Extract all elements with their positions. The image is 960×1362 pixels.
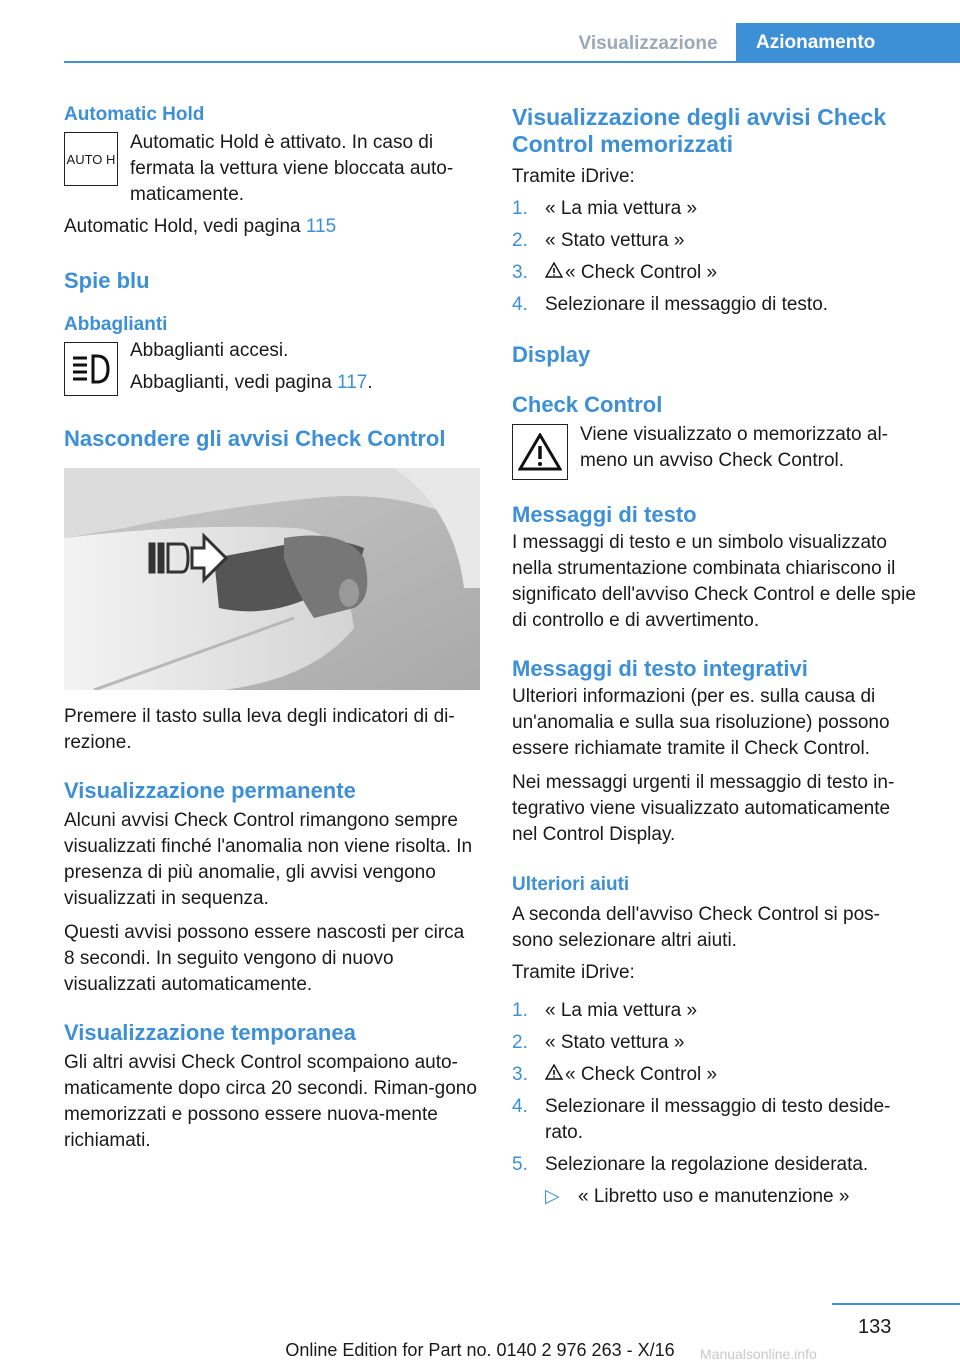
aiuti-p1: A seconda dell'avviso Check Control si pos-sono selezionare altri aiuti.	[512, 904, 880, 951]
check-control-desc: Viene visualizzato o memorizzato al-meno un avviso Check Control.	[580, 424, 889, 471]
header-rule	[64, 61, 960, 63]
integr-p1: Ulteriori informazioni (per es. sulla causa di un'anomalia e sulla sua risoluzione) possono essere richiamate tramite il Check Control.	[512, 686, 890, 759]
perm-p1: Alcuni avvisi Check Control rimangono sempre visualizzati finché l'anomalia non viene risolta. In presenza di più anomalie, gli avvisi vengono visualizzati in sequenza.	[64, 810, 473, 909]
automatic-hold-heading: Automatic Hold	[64, 104, 205, 125]
memo-steps	[512, 196, 920, 318]
integr-heading: Messaggi di testo integrativi	[512, 656, 808, 681]
sub-list-item: ▷ « Libretto uso e manutenzione »	[545, 1186, 850, 1207]
list-item: 4. Selezionare il messaggio di testo.	[512, 294, 829, 315]
high-beam-icon	[64, 342, 118, 396]
aiuti-intro: Tramite iDrive:	[512, 962, 635, 983]
temp-p1: Gli altri avvisi Check Control scompaiono auto-maticamente dopo circa 20 secondi. Riman-gono memorizzati e possono essere nuova-mente richiamati.	[64, 1052, 477, 1151]
spie-blu-heading: Spie blu	[64, 268, 150, 293]
list-item: 1. « La mia vettura »	[512, 198, 698, 219]
integr-p2: Nei messaggi urgenti il messaggio di testo in-tegrativo viene visualizzato automaticamente nel Control Display.	[512, 772, 895, 845]
abbaglianti-heading: Abbaglianti	[64, 314, 168, 335]
watermark: Manualsonline.info	[700, 1346, 817, 1362]
temp-heading: Visualizzazione temporanea	[64, 1020, 356, 1045]
tab-visualizzazione[interactable]: Visualizzazione	[578, 33, 718, 54]
page-number: 133	[858, 1316, 892, 1338]
indicator-lever-image	[64, 468, 480, 690]
msg-p: I messaggi di testo e un simbolo visualizzato nella strumentazione combinata chiariscono il significato dell'avviso Check Control e delle spie di controllo e di avvertimento.	[512, 532, 916, 631]
auto-h-icon: AUTO H	[64, 132, 118, 186]
warning-icon	[545, 260, 565, 286]
list-item: 1. « La mia vettura »	[512, 1000, 698, 1021]
aiuti-steps	[512, 998, 920, 1210]
aiuti-heading: Ulteriori aiuti	[512, 874, 630, 895]
check-control-heading: Check Control	[512, 392, 663, 417]
tab-azionamento[interactable]: Azionamento	[736, 23, 960, 63]
msg-heading: Messaggi di testo	[512, 502, 697, 527]
automatic-hold-ref: Automatic Hold, vedi pagina 115	[64, 216, 337, 237]
page-link-115[interactable]: 115	[305, 216, 337, 237]
abbaglianti-ref: Abbaglianti, vedi pagina 117.	[130, 372, 373, 393]
automatic-hold-desc: Automatic Hold è attivato. In caso di fermata la vettura viene bloccata auto-maticamente.	[130, 132, 454, 205]
list-item: 5. Selezionare la regolazione desiderata.	[512, 1154, 869, 1175]
left-column	[64, 104, 480, 1154]
list-item: 2. « Stato vettura »	[512, 1032, 685, 1053]
abbaglianti-row	[64, 340, 480, 396]
warning-triangle-icon	[512, 424, 568, 480]
perm-p2: Questi avvisi possono essere nascosti per circa 8 secondi. In seguito vengono di nuovo visualizzati automaticamente.	[64, 922, 465, 995]
perm-heading: Visualizzazione permanente	[64, 778, 356, 803]
memo-intro: Tramite iDrive:	[512, 166, 635, 187]
abbaglianti-line1: Abbaglianti accesi.	[130, 340, 289, 361]
display-heading: Display	[512, 342, 591, 367]
right-column	[512, 104, 920, 1210]
list-item: 4. Selezionare il messaggio di testo deside-rato.	[512, 1096, 891, 1143]
page-link-117[interactable]: 117	[337, 372, 368, 393]
footer-edition: Online Edition for Part no. 0140 2 976 263 - X/16	[285, 1340, 675, 1360]
footer-rule	[832, 1303, 960, 1305]
automatic-hold-row	[64, 130, 480, 208]
memo-heading: Visualizzazione degli avvisi Check Control memorizzati	[512, 104, 887, 157]
nascondere-heading: Nascondere gli avvisi Check Control	[64, 426, 446, 451]
list-item: 3. « Check Control »	[512, 260, 920, 286]
premere-text: Premere il tasto sulla leva degli indicatori di di-rezione.	[64, 706, 455, 753]
warning-icon	[545, 1062, 565, 1088]
check-control-row	[512, 422, 920, 480]
list-item: 3. « Check Control »	[512, 1062, 920, 1088]
list-item: 2. « Stato vettura »	[512, 230, 685, 251]
